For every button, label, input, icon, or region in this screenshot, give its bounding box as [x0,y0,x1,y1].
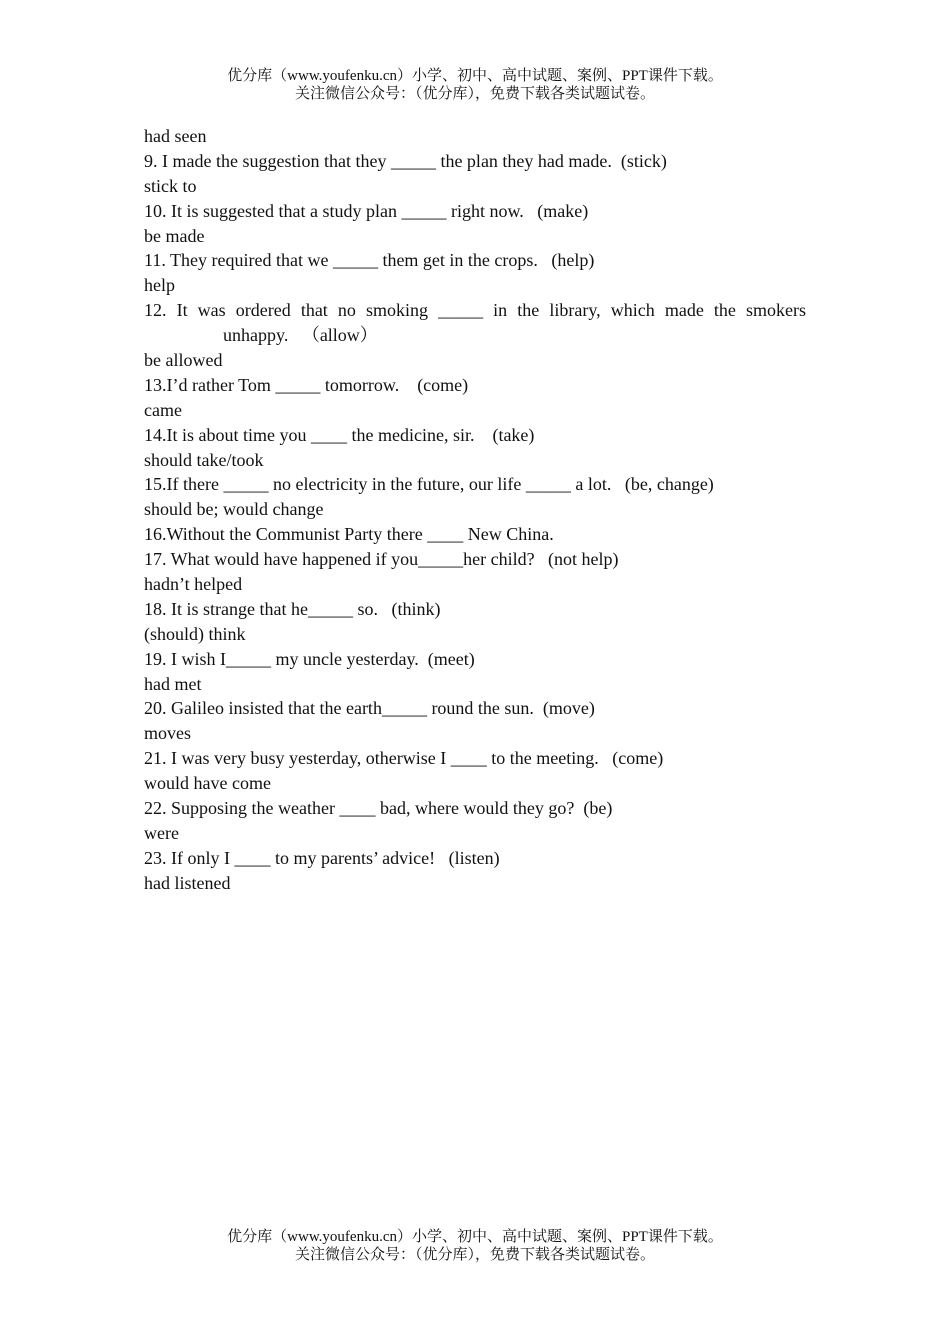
question-line: 12. It was ordered that no smoking _____ in the library, which made the smokers [144,300,806,321]
question-line: 17. What would have happened if you_____her child? (not help) [144,549,619,570]
question-line: 9. I made the suggestion that they _____ the plan they had made. (stick) [144,150,667,171]
answer-line: stick to [144,175,197,196]
question-line: 11. They required that we _____ them get in the crops. (help) [144,250,595,271]
answer-line: be made [144,225,205,246]
answer-line: (should) think [144,623,246,644]
answer-line: were [144,822,179,843]
question-line: 10. It is suggested that a study plan _____ right now. (make) [144,200,589,221]
question-line-continued: unhappy. （allow） [223,325,378,346]
question-line: 13.I’d rather Tom _____ tomorrow. (come) [144,374,469,395]
question-line: 20. Galileo insisted that the earth_____ round the sun. (move) [144,698,595,719]
page-footer [0,1228,950,1264]
header-line-1: 优分库（www.youfenku.cn）小学、初中、高中试题、案例、PPT课件下载。 [227,68,723,84]
exercise-content [144,124,806,896]
answer-line: be allowed [144,350,223,371]
answer-line: had listened [144,872,231,893]
answer-line: hadn’t helped [144,574,243,595]
answer-line: had seen [144,126,207,146]
footer-line-1: 优分库（www.youfenku.cn）小学、初中、高中试题、案例、PPT课件下载。 [227,1229,723,1245]
question-line: 22. Supposing the weather ____ bad, where would they go? (be) [144,798,613,819]
question-line: 18. It is strange that he_____ so. (think) [144,598,441,619]
answer-line: should be; would change [144,499,324,520]
answer-line: help [144,275,175,296]
answer-line: would have come [144,773,271,794]
answer-line: should take/took [144,449,264,470]
answer-line: came [144,399,182,420]
question-line: 14.It is about time you ____ the medicine, sir. (take) [144,424,535,445]
question-line: 15.If there _____ no electricity in the future, our life _____ a lot. (be, change) [144,474,714,495]
question-line: 16.Without the Communist Party there ____ New China. [144,524,554,545]
question-line: 21. I was very busy yesterday, otherwise I ____ to the meeting. (come) [144,748,664,769]
answer-line: had met [144,673,202,694]
header-line-2: 关注微信公众号：（优分库），免费下载各类试题试卷。 [294,86,655,102]
answer-line: moves [144,723,191,744]
page-header [0,67,950,103]
question-line: 19. I wish I_____ my uncle yesterday. (meet) [144,648,475,669]
footer-line-2: 关注微信公众号：（优分库），免费下载各类试题试卷。 [294,1247,655,1263]
question-line: 23. If only I ____ to my parents’ advice! (listen) [144,847,500,868]
